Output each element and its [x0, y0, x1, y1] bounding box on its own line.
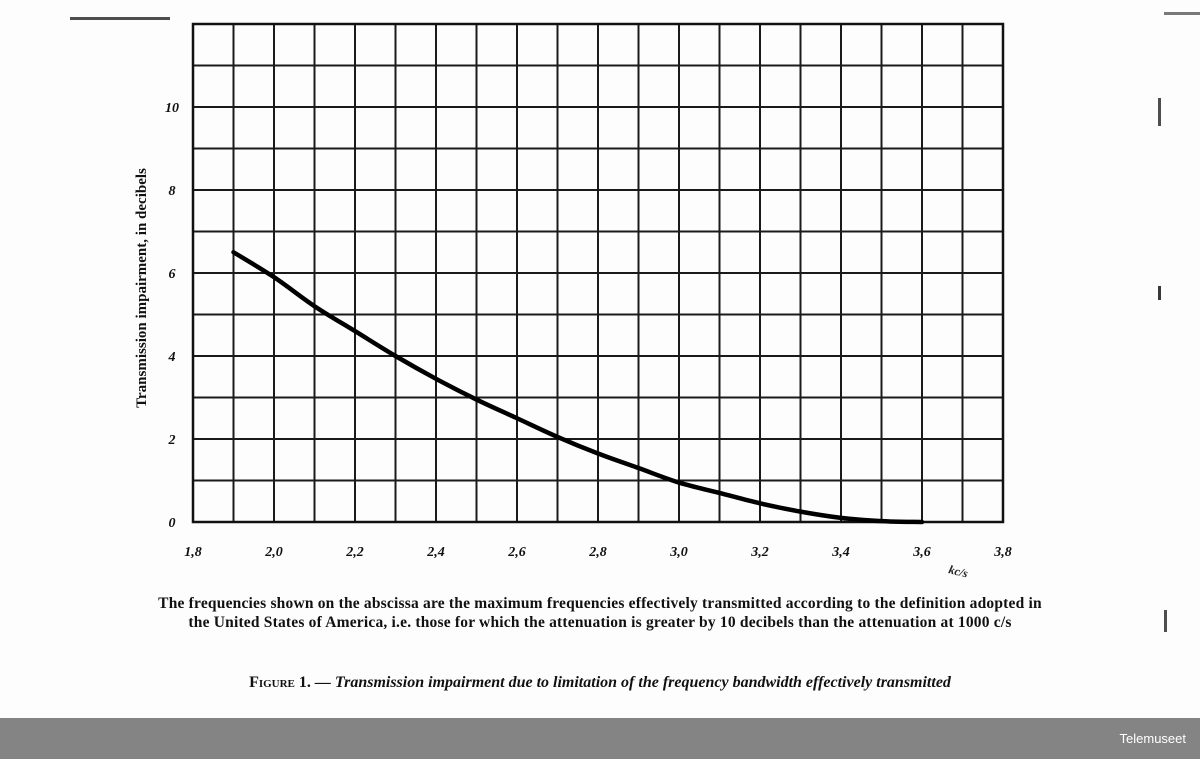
x-axis-unit-label: kc/s: [947, 562, 970, 581]
x-tick-label: 3,2: [751, 545, 769, 560]
figure-label: Figure 1.: [249, 674, 311, 691]
x-tick-label: 3,4: [832, 545, 850, 560]
x-tick-label: 2,4: [427, 545, 445, 560]
x-tick-label: 2,2: [346, 545, 364, 560]
x-tick-label: 3,8: [994, 545, 1012, 560]
x-tick-label: 1,8: [184, 545, 202, 560]
y-axis-label: Transmission impairment, in decibels: [134, 168, 150, 408]
y-tick-label: 8: [168, 184, 176, 199]
x-tick-label: 2,0: [265, 545, 283, 560]
chart-grid: [193, 24, 1003, 522]
figure-title: — Transmission impairment due to limitation of the frequency bandwidth effectively transmitted: [314, 674, 951, 691]
y-tick-label: 6: [168, 267, 176, 282]
y-tick-label: 10: [165, 101, 179, 116]
figure-note: The frequencies shown on the abscissa are the maximum frequencies effectively transmitted according to the definition adopted in the United States of America, i.e. those for which the attenuation is greater by 10 decibels than the attenuation at 1000 c/s: [158, 595, 1042, 631]
x-tick-label: 2,8: [589, 545, 607, 560]
chart-series: [234, 252, 923, 522]
footer-brand: Telemuseet: [1119, 731, 1186, 746]
y-tick-label: 0: [168, 516, 176, 531]
y-tick-label: 2: [168, 433, 176, 448]
y-tick-labels: [165, 101, 179, 531]
scan-edge-mark: [1164, 610, 1167, 632]
footer-bar: [0, 718, 1200, 759]
x-tick-label: 3,0: [670, 545, 688, 560]
x-tick-label: 3,6: [913, 545, 931, 560]
figure-caption: [150, 673, 1050, 693]
y-tick-label: 4: [168, 350, 176, 365]
x-tick-labels: [184, 545, 1012, 560]
x-tick-label: 2,6: [508, 545, 526, 560]
series-line: [234, 252, 923, 522]
